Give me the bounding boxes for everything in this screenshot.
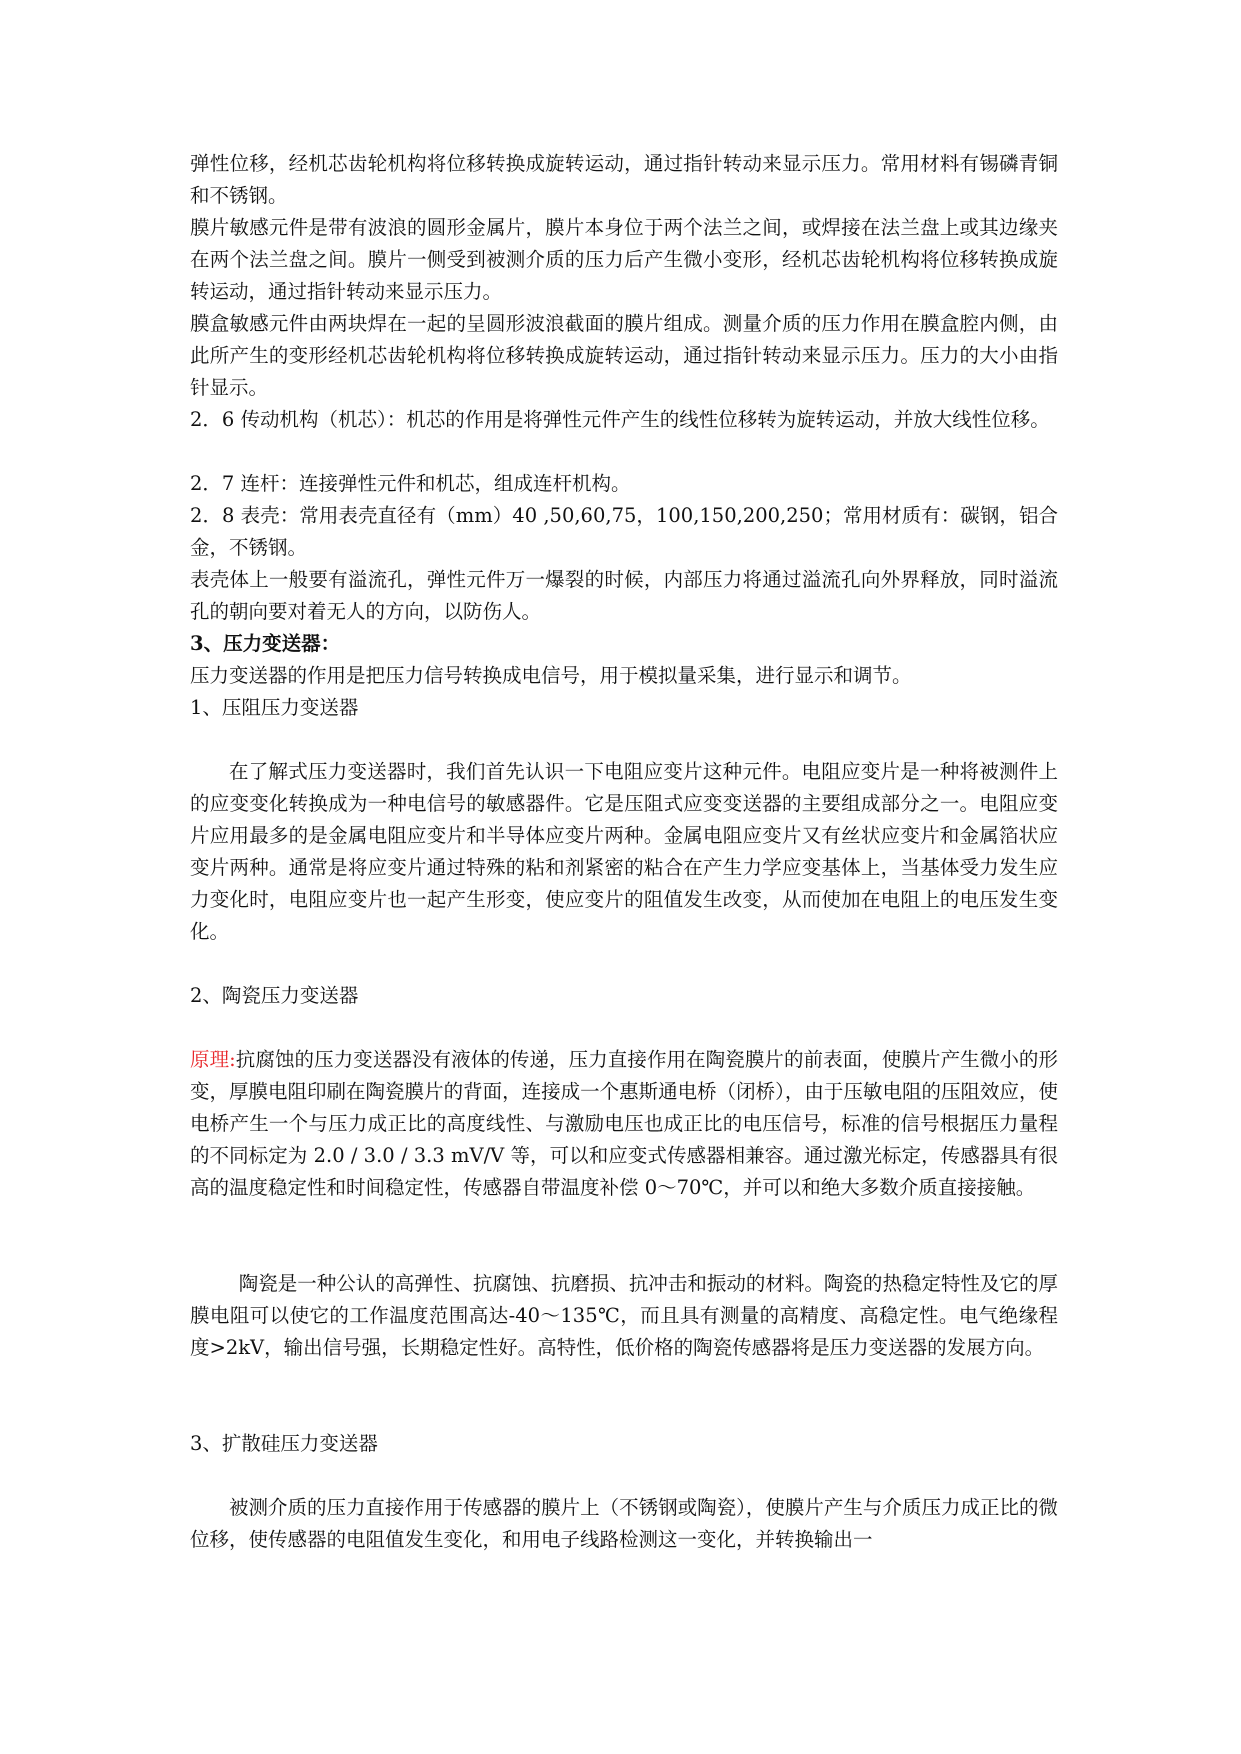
principle-label: 原理: xyxy=(190,1048,236,1071)
paragraph-bourdon-tail: 弹性位移，经机芯齿轮机构将位移转换成旋转运动，通过指针转动来显示压力。常用材料有锡磷青铜和不锈钢。 xyxy=(190,152,1058,207)
paragraph-2-8-case: 2．8 表壳：常用表壳直径有（mm）40 ,50,60,75，100,150,200,250；常用材质有：碳钢，铝合金，不锈钢。 xyxy=(190,504,1058,559)
paragraph-strain-gauge: 在了解式压力变送器时，我们首先认识一下电阻应变片这种元件。电阻应变片是一种将被测件上的应变变化转换成为一种电信号的敏感器件。它是压阻式应变变送器的主要组成部分之一。电阻应变片应用最多的是金属电阻应变片和半导体应变片两种。金属电阻应变片又有丝状应变片和金属箔状应变片两种。通常是将应变片通过特殊的粘和剂紧密的粘合在产生力学应变基体上，当基体受力发生应力变化时，电阻应变片也一起产生形变，使应变片的阻值发生改变，从而使加在电阻上的电压发生变化。 xyxy=(190,760,1058,943)
paragraph-ceramic-material: 陶瓷是一种公认的高弹性、抗腐蚀、抗磨损、抗冲击和振动的材料。陶瓷的热稳定特性及它的厚膜电阻可以使它的工作温度范围高达-40～135℃，而且具有测量的高精度、高稳定性。电气绝缘程度>2kV，输出信号强，长期稳定性好。高特性，低价格的陶瓷传感器将是压力变送器的发展方向。 xyxy=(190,1272,1058,1359)
subheading-ceramic: 2、陶瓷压力变送器 xyxy=(190,984,359,1007)
principle-text: 抗腐蚀的压力变送器没有液体的传递，压力直接作用在陶瓷膜片的前表面，使膜片产生微小的形变，厚膜电阻印刷在陶瓷膜片的背面，连接成一个惠斯通电桥（闭桥），由于压敏电阻的压阻效应，使电桥产生一个与压力成正比的高度线性、与激励电压也成正比的电压信号，标准的信号根据压力量程的不同标定为 2.0 / 3.0 / 3.3 mV/V 等，可以和应变式传感器相兼容。通过激光标定，传感器具有很高的温度稳定性和时间稳定性，传感器自带温度补偿 0～70℃，并可以和绝大多数介质直接接触。 xyxy=(190,1048,1058,1199)
paragraph-diaphragm: 膜片敏感元件是带有波浪的圆形金属片，膜片本身位于两个法兰之间，或焊接在法兰盘上或其边缘夹在两个法兰盘之间。膜片一侧受到被测介质的压力后产生微小变形，经机芯齿轮机构将位移转换成旋转运动，通过指针转动来显示压力。 xyxy=(190,216,1058,303)
subheading-piezoresistive: 1、压阻压力变送器 xyxy=(190,696,359,719)
paragraph-ceramic-principle xyxy=(190,1044,1058,1204)
paragraph-2-6-movement: 2．6 传动机构（机芯）：机芯的作用是将弹性元件产生的线性位移转为旋转运动，并放大线性位移。 xyxy=(190,408,1050,431)
paragraph-2-7-linkage: 2．7 连杆：连接弹性元件和机芯，组成连杆机构。 xyxy=(190,472,631,495)
paragraph-diffused-silicon: 被测介质的压力直接作用于传感器的膜片上（不锈钢或陶瓷），使膜片产生与介质压力成正比的微位移，使传感器的电阻值发生变化，和用电子线路检测这一变化，并转换输出一 xyxy=(190,1496,1058,1551)
subheading-diffused-silicon: 3、扩散硅压力变送器 xyxy=(190,1432,378,1455)
section-heading-pressure-transmitter: 3、压力变送器： xyxy=(190,632,341,655)
paragraph-capsule: 膜盒敏感元件由两块焊在一起的呈圆形波浪截面的膜片组成。测量介质的压力作用在膜盒腔内侧，由此所产生的变形经机芯齿轮机构将位移转换成旋转运动，通过指针转动来显示压力。压力的大小由指针显示。 xyxy=(190,312,1058,399)
paragraph-overflow-hole: 表壳体上一般要有溢流孔，弹性元件万一爆裂的时候，内部压力将通过溢流孔向外界释放，同时溢流孔的朝向要对着无人的方向，以防伤人。 xyxy=(190,568,1058,623)
paragraph-transmitter-intro: 压力变送器的作用是把压力信号转换成电信号，用于模拟量采集，进行显示和调节。 xyxy=(190,664,912,687)
